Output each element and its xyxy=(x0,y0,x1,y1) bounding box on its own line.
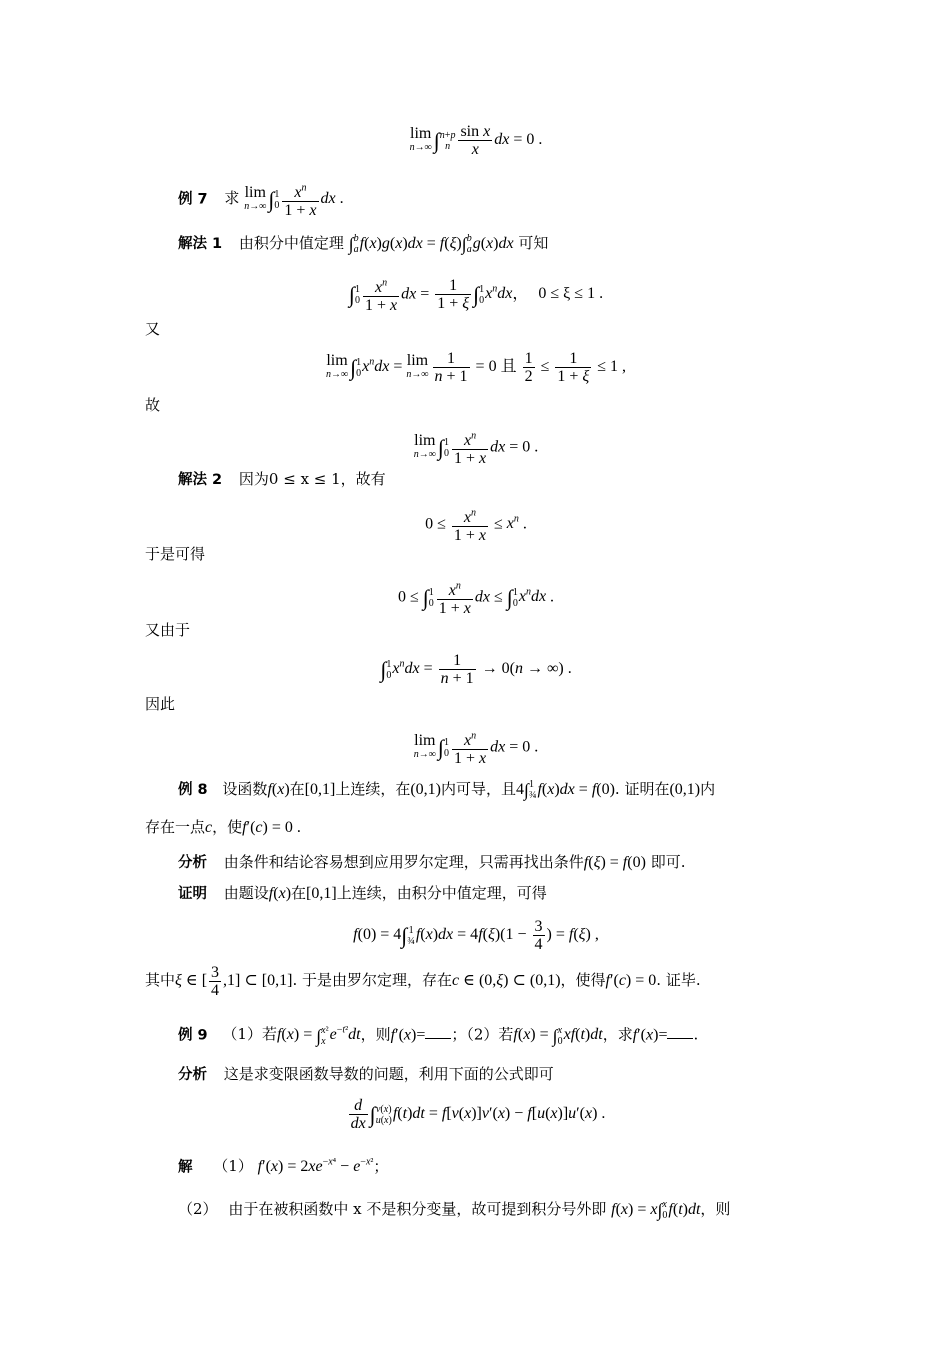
example-9-statement: 例 9 （1）若f(x) = ∫ x² x $e^{-t^2}dt$，则f′(x)= ；（2）若f(x) = ∫ x 0 xf(t)dt，求f′(x)= . xyxy=(178,1024,699,1047)
text-gu: 故 xyxy=(145,396,161,414)
example-8-statement: 例 8 设函数f(x)在[0,1]上连续，在(0,1)内可导，且4∫ 1 ¾ f(x)dx = f(0). 证明在(0,1)内 xyxy=(178,779,716,802)
example-8-conclusion: 其中ξ ∈ [ $\frac{3}{4}$ ,1] ⊂ [0,1]. 于是由罗尔定理，存在c ∈ (0,ξ) ⊂ (0,1)，使得f′(c) = 0. 证毕. xyxy=(145,964,701,999)
answer-blank-2[interactable] xyxy=(667,1024,693,1039)
answer-blank-1[interactable] xyxy=(425,1024,451,1039)
formula-integral-xn: ∫ 1 0 $x^ndx$ = $\frac{1}{n + 1}$ → 0(n → ∞) . xyxy=(380,652,572,687)
example-8-proof: 证明 由题设f(x)在[0,1]上连续，由积分中值定理，可得 xyxy=(178,884,547,902)
formula-lim-sinx: lim n→∞ ∫ n+p n $\frac{\text{sin x}}{x}$ dx = 0 . xyxy=(409,123,543,158)
formula-mean-value-bound: ∫ 1 0 $\frac{x^n}{1 + x}$ dx = $\frac{1}{1 + \xi}$ ∫ 1 0 $x^ndx$， 0 ≤ ξ ≤ 1 . xyxy=(0,275,952,314)
example-7-statement: 例 7 求 lim n→∞ ∫ 1 0 $\frac{x^n}{1 + x}$ dx . xyxy=(178,180,344,219)
solution-2-intro: 解法 2 因为0 ≤ x ≤ 1，故有 xyxy=(178,470,386,488)
formula-f0: f(0) = 4∫ 1 ¾ f(x)dx = 4f(ξ)(1 − $\frac{3}{4}$ ) = f(ξ) , xyxy=(353,918,599,953)
formula-result-2: lim n→∞ ∫ 1 0 $\frac{x^n}{1 + x}$ dx = 0 . xyxy=(0,728,952,767)
text-you: 又 xyxy=(145,320,161,338)
example-8-statement-cont: 存在一点c，使f′(c) = 0 . xyxy=(145,818,301,836)
formula-result-1: lim n→∞ ∫ 1 0 $\frac{x^n}{1 + x}$ dx = 0 . xyxy=(0,428,952,467)
example-7-label: 例 7 xyxy=(178,191,208,208)
text-yushi: 于是可得 xyxy=(145,545,206,563)
formula-inequality-1: 0 ≤ $\frac{x^n}{1 + x}$ ≤ $x^n$ . xyxy=(0,505,952,544)
formula-variable-limit: $\frac{d}{dx}$ ∫ v(x) u(x) f(t)dt = f[v(x)]v′(x) − f[u(x)]u′(x) . xyxy=(350,1097,606,1132)
example-9-solution-1: 解 （1） $f'(x) = 2xe^{-x^4} - e^{-x^2}$； xyxy=(178,1157,389,1176)
example-8-analysis: 分析 由条件和结论容易想到应用罗尔定理，只需再找出条件f(ξ) = f(0) 即可. xyxy=(178,853,686,871)
text-youyou: 又由于 xyxy=(145,621,191,639)
text-yinci: 因此 xyxy=(145,695,176,713)
example-9-analysis: 分析 这是求变限函数导数的问题，利用下面的公式即可 xyxy=(178,1065,554,1083)
solution-1-intro: 解法 1 由积分中值定理 ∫ b a f(x)g(x)dx = f(ξ)∫ b a g(x)dx 可知 xyxy=(178,233,549,256)
formula-limit-xn: lim n→∞ ∫ 1 0 $x^ndx$ = lim n→∞ $\frac{1}{n + 1}$ = 0 且 $\frac{1}{2}$ ≤ $\frac{1}{1 + \xi}$ ≤ 1 , xyxy=(325,350,627,385)
formula-inequality-2: 0 ≤ ∫ 1 0 $\frac{x^n}{1 + x}$ dx ≤ ∫ 1 0 $x^ndx$ . xyxy=(0,578,952,617)
example-9-solution-2: （2） 由于在被积函数中 x 不是积分变量，故可提到积分号外即 f(x) = x∫ x 0 f(t)dt，则 xyxy=(178,1199,731,1222)
